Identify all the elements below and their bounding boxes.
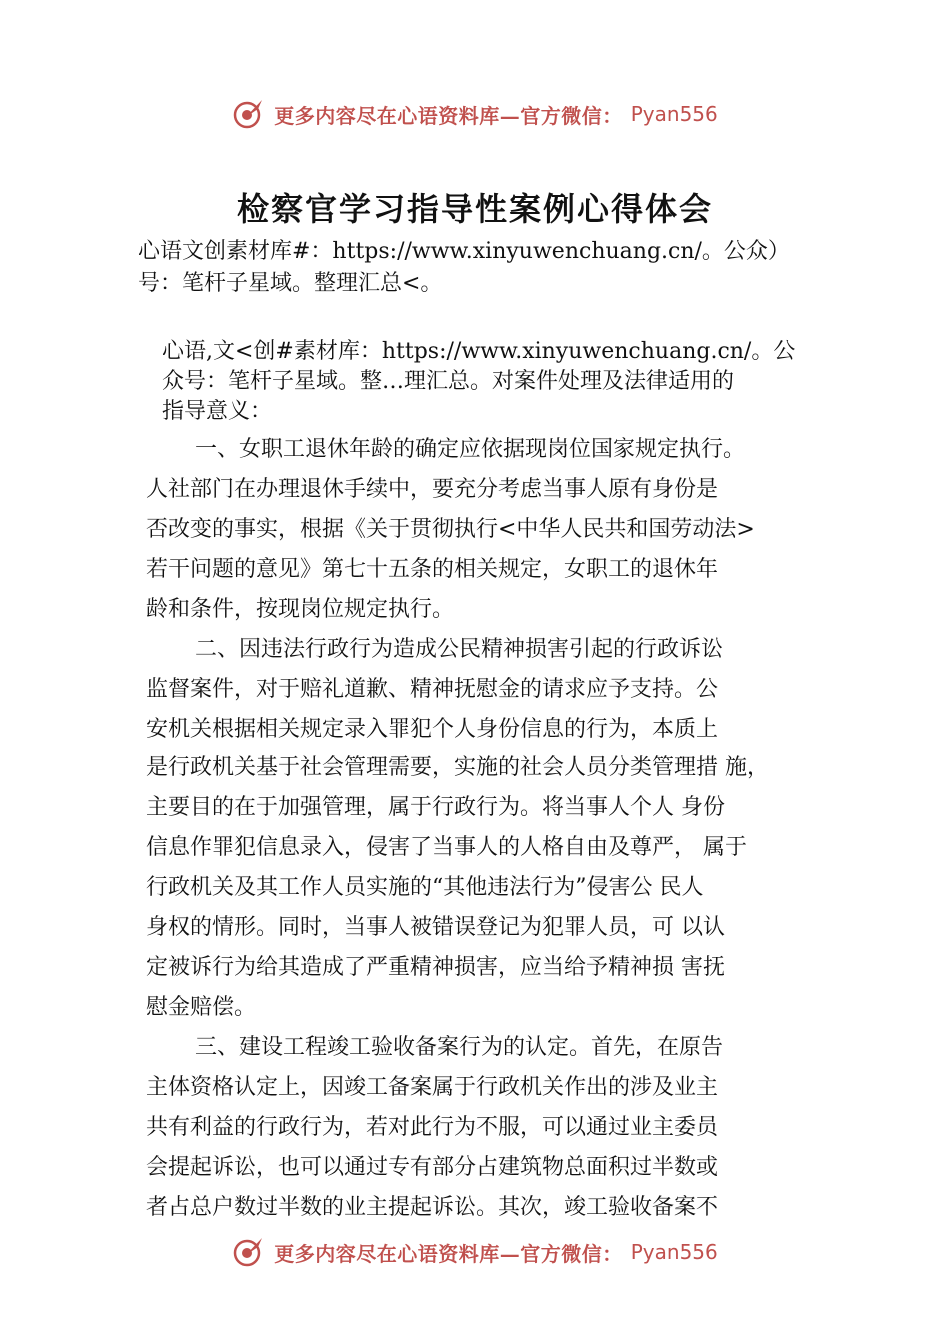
- body-line: 慰金赔偿。: [146, 995, 257, 1020]
- body-line: 定被诉行为给其造成了严重精神损害，应当给予精神损 害抚: [146, 955, 725, 980]
- body-line: 安机关根据相关规定录入罪犯个人身份信息的行为，本质上: [146, 717, 719, 742]
- banner-contact: Pyan556: [630, 102, 718, 126]
- body-line: 身权的情形。同时，当事人被错误登记为犯罪人员，可 以认: [146, 915, 725, 940]
- source-line: 心语文创素材库#：https://www.xinyuwenchuang.cn/。公众）: [138, 239, 790, 264]
- quill-logo-icon: [232, 1235, 266, 1269]
- source-line: 号：笔杆子星域。整理汇总<。: [138, 271, 443, 296]
- body-line: 一、女职工退休年龄的确定应依据现岗位国家规定执行。: [195, 437, 746, 462]
- header-banner: [0, 94, 950, 134]
- body-line: 监督案件，对于赔礼道歉、精神抚慰金的请求应予支持。公: [146, 677, 719, 702]
- body-line: 信息作罪犯信息录入，侵害了当事人的人格自由及尊严， 属于: [146, 835, 747, 860]
- body-line: 会提起诉讼，也可以通过专有部分占建筑物总面积过半数或: [146, 1155, 719, 1180]
- footer-banner: [0, 1232, 950, 1272]
- quill-logo-icon: [232, 97, 266, 131]
- banner-contact: Pyan556: [630, 1240, 718, 1264]
- body-line: 是行政机关基于社会管理需要，实施的社会人员分类管理措 施，: [146, 755, 769, 780]
- body-line: 若干问题的意见》第七十五条的相关规定，女职工的退休年: [146, 557, 719, 582]
- body-line: 者占总户数过半数的业主提起诉讼。其次，竣工验收备案不: [146, 1195, 719, 1220]
- body-line: 共有利益的行政行为，若对此行为不服，可以通过业主委员: [146, 1115, 719, 1140]
- body-line: 主体资格认定上，因竣工备案属于行政机关作出的涉及业主: [146, 1075, 719, 1100]
- intro-line: 指导意义：: [162, 399, 273, 424]
- page-title: 检察官学习指导性案例心得体会: [236, 190, 713, 228]
- banner-text: 更多内容尽在心语资料库—官方微信：: [274, 1241, 623, 1266]
- intro-line: 心语,文<创#素材库：https://www.xinyuwenchuang.cn/。公: [162, 339, 796, 364]
- body-line: 三、建设工程竣工验收备案行为的认定。首先，在原告: [195, 1035, 724, 1060]
- body-line: 人社部门在办理退休手续中，要充分考虑当事人原有身份是: [146, 477, 719, 502]
- body-line: 主要目的在于加强管理，属于行政行为。将当事人个人 身份: [146, 795, 725, 820]
- body-line: 行政机关及其工作人员实施的“其他违法行为”侵害公 民人: [146, 875, 704, 900]
- body-line: 否改变的事实，根据《关于贯彻执行<中华人民共和国劳动法>: [146, 517, 755, 542]
- body-line: 二、因违法行政行为造成公民精神损害引起的行政诉讼: [195, 637, 724, 662]
- intro-line: 众号：笔杆子星域。整…理汇总。对案件处理及法律适用的: [162, 369, 735, 394]
- body-line: 龄和条件，按现岗位规定执行。: [146, 597, 455, 622]
- banner-text: 更多内容尽在心语资料库—官方微信：: [274, 103, 623, 128]
